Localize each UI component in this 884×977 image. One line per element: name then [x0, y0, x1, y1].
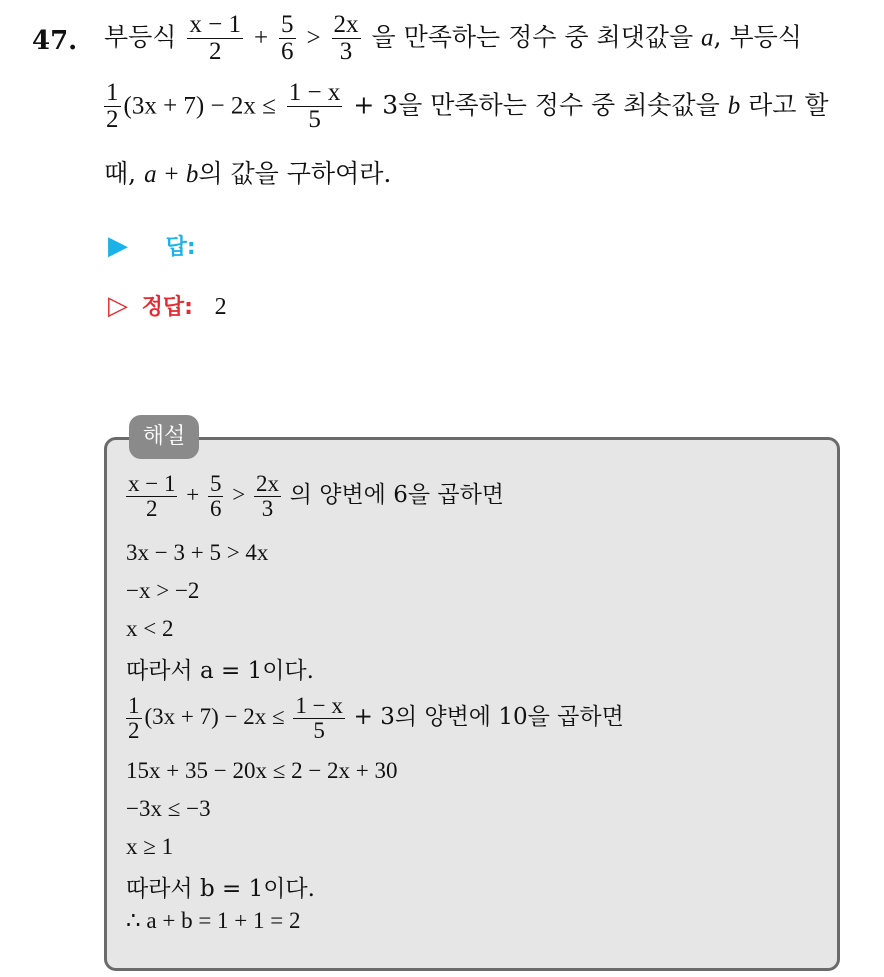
question-text: 때, [104, 159, 137, 188]
question-line-1 [104, 12, 802, 66]
answer-label: 답: [165, 235, 196, 260]
operator: > [306, 24, 321, 52]
numerator: 2x [255, 471, 279, 496]
fraction [293, 694, 344, 743]
numerator: x − 1 [189, 11, 242, 38]
solution-line [126, 472, 504, 521]
solution-line: x ≥ 1 [126, 834, 174, 859]
denominator: 2 [106, 106, 119, 134]
solution-line: 15x + 35 − 20x ≤ 2 − 2x + 30 [126, 758, 398, 783]
question-text: 을 만족하는 정수 중 최댓값을 [371, 22, 694, 52]
operator: > [232, 481, 246, 507]
solution-line: 따라서 a = 1이다. [126, 658, 314, 684]
question-text: 의 값을 구하여라. [198, 159, 392, 188]
denominator: 5 [313, 718, 325, 744]
numerator: 1 [106, 79, 119, 106]
fraction [332, 12, 361, 66]
solution-line: ∴ a + b = 1 + 1 = 2 [126, 908, 301, 933]
math-expression: (3x + 7) − 2x ≤ [144, 703, 285, 729]
question-line-3 [104, 154, 391, 190]
question-text: + 3을 만족하는 정수 중 최솟값을 [353, 90, 720, 120]
solution-line: 3x − 3 + 5 > 4x [126, 540, 269, 565]
solution-line [126, 694, 624, 743]
numerator: 2x [333, 11, 359, 38]
solution-text: 의 양변에 6을 곱하면 [289, 481, 505, 508]
correct-answer-row [108, 290, 227, 321]
question-line-2 [104, 80, 829, 134]
solution-line: x < 2 [126, 616, 174, 641]
denominator: 2 [208, 38, 222, 66]
question-number: 47. [32, 26, 78, 56]
solution-line: −3x ≤ −3 [126, 796, 211, 821]
correct-answer-value: 2 [214, 294, 227, 320]
numerator: 5 [281, 11, 294, 38]
answer-row [108, 230, 196, 261]
numerator: 1 − x [295, 693, 343, 718]
play-triangle-icon: ▶ [108, 231, 128, 261]
fraction [126, 694, 142, 743]
denominator: 6 [281, 38, 294, 66]
variable: b [727, 92, 741, 120]
denominator: 6 [209, 496, 222, 522]
operator: + [253, 24, 269, 52]
fraction [279, 12, 296, 66]
fraction [187, 12, 243, 66]
variable: a [701, 24, 714, 52]
fraction [104, 80, 121, 134]
solution-line: −x > −2 [126, 578, 200, 603]
correct-answer-label: 정답: [141, 295, 193, 320]
denominator: 3 [339, 38, 353, 66]
math-expression: (3x + 7) − 2x ≤ [123, 92, 276, 120]
question-text: 라고 할 [748, 90, 829, 120]
numerator: 1 [128, 693, 140, 718]
outline-triangle-icon: ▷ [108, 291, 128, 321]
numerator: 1 − x [288, 79, 341, 106]
fraction [126, 472, 177, 521]
numerator: x − 1 [128, 471, 176, 496]
math-expression: a + b [144, 161, 199, 188]
question-text: , 부등식 [713, 22, 802, 52]
denominator: 5 [308, 106, 321, 134]
fraction [287, 80, 343, 134]
solution-line: 따라서 b = 1이다. [126, 876, 315, 902]
solution-text: + 3의 양변에 10을 곱하면 [353, 703, 624, 730]
fraction [208, 472, 224, 521]
fraction [254, 472, 281, 521]
question-text: 부등식 [104, 22, 177, 52]
numerator: 5 [209, 471, 222, 496]
denominator: 3 [261, 496, 274, 522]
denominator: 2 [145, 496, 158, 522]
denominator: 2 [128, 718, 140, 744]
solution-tab: 해설 [129, 415, 199, 459]
operator: + [186, 481, 200, 507]
